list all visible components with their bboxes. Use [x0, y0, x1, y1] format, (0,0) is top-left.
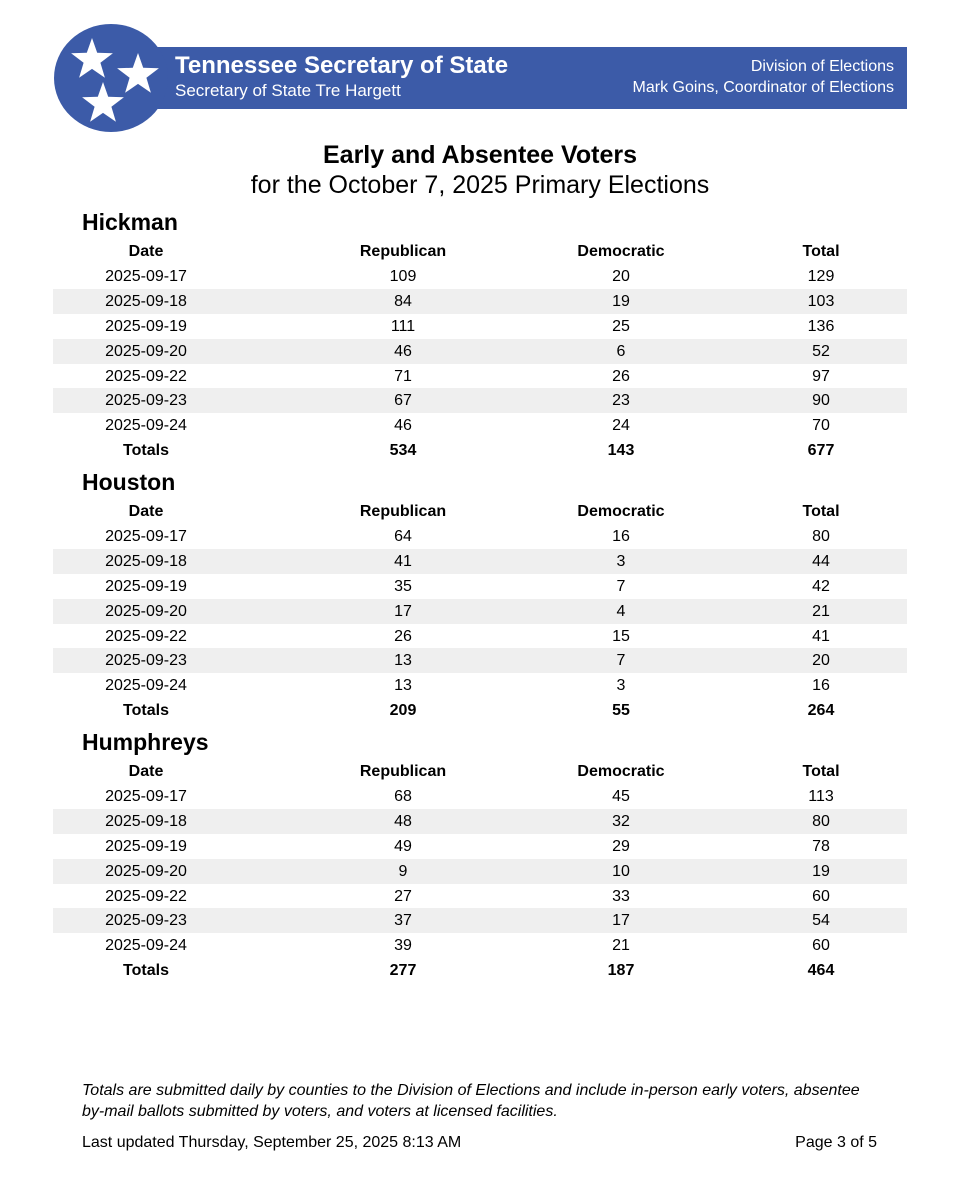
- table-democratic-cell: 26: [612, 367, 630, 385]
- county-name: Hickman: [82, 209, 178, 235]
- table-republican-cell: 71: [394, 367, 412, 385]
- table-republican-cell: 84: [394, 292, 412, 310]
- table-republican-cell: 37: [394, 912, 412, 930]
- table-row: [53, 834, 907, 859]
- table-total-cell: 16: [812, 677, 830, 695]
- table-total-cell: 19: [812, 862, 830, 880]
- totals-row: [53, 438, 907, 463]
- table-date-cell: 2025-09-19: [105, 577, 187, 595]
- table-row: [53, 413, 907, 438]
- report-title-sub: for the October 7, 2025 Primary Elections: [250, 171, 710, 199]
- table-date-cell: 2025-09-23: [105, 652, 187, 670]
- report-title: [0, 140, 960, 200]
- table-row: [53, 264, 907, 289]
- header-democratic-cell: Democratic: [577, 503, 665, 520]
- header-row: [53, 239, 907, 264]
- table-democratic-cell: 10: [612, 862, 630, 880]
- page-header: [0, 0, 960, 140]
- header-democratic-cell: Democratic: [577, 243, 665, 260]
- table-total-cell: 70: [812, 417, 830, 435]
- table-democratic-cell: 24: [612, 417, 630, 435]
- table-date-cell: 2025-09-22: [105, 367, 187, 385]
- totals-row: [53, 958, 907, 983]
- table-date-cell: 2025-09-17: [105, 267, 187, 285]
- table-total-cell: 44: [812, 552, 830, 570]
- totals-total-cell: 264: [807, 702, 835, 720]
- header-date-cell: Date: [128, 243, 164, 260]
- table-date-cell: 2025-09-20: [105, 602, 187, 620]
- table-total-cell: 52: [812, 342, 830, 360]
- table-date-cell: 2025-09-24: [105, 677, 187, 695]
- table-row: [53, 673, 907, 698]
- table-total-cell: 42: [812, 577, 830, 595]
- table-democratic-cell: 21: [612, 937, 630, 955]
- table-total-cell: 136: [807, 317, 835, 335]
- table-republican-cell: 35: [394, 577, 412, 595]
- header-row: [53, 759, 907, 784]
- table-democratic-cell: 16: [612, 527, 630, 545]
- table-total-cell: 21: [812, 602, 830, 620]
- table-republican-cell: 111: [390, 317, 416, 335]
- table-date-cell: 2025-09-17: [105, 787, 187, 805]
- table-total-cell: 103: [807, 292, 835, 310]
- table-row: [53, 859, 907, 884]
- table-democratic-cell: 29: [612, 837, 630, 855]
- table-republican-cell: 27: [394, 887, 412, 905]
- table-total-cell: 80: [812, 812, 830, 830]
- table-date-cell: 2025-09-18: [105, 552, 187, 570]
- totals-republican-cell: 277: [389, 962, 417, 980]
- table-date-cell: 2025-09-22: [105, 887, 187, 905]
- report-title-main: Early and Absentee Voters: [322, 141, 637, 169]
- table-row: [53, 364, 907, 389]
- table-republican-cell: 26: [394, 627, 412, 645]
- table-total-cell: 97: [812, 367, 830, 385]
- table-row: [53, 884, 907, 909]
- table-row: [53, 784, 907, 809]
- table-row: [53, 314, 907, 339]
- table-democratic-cell: 15: [612, 627, 630, 645]
- totals-democratic-cell: 187: [607, 962, 635, 980]
- table-democratic-cell: 7: [616, 652, 626, 670]
- header-republican-cell: Republican: [359, 503, 447, 520]
- table-republican-cell: 48: [394, 812, 412, 830]
- table-democratic-cell: 19: [612, 292, 630, 310]
- table-republican-cell: 46: [394, 342, 412, 360]
- table-date-cell: 2025-09-24: [105, 417, 187, 435]
- table-republican-cell: 9: [398, 862, 408, 880]
- table-democratic-cell: 25: [612, 317, 630, 335]
- table-row: [53, 574, 907, 599]
- header-row: [53, 499, 907, 524]
- table-total-cell: 78: [812, 837, 830, 855]
- table-date-cell: 2025-09-20: [105, 342, 187, 360]
- table-date-cell: 2025-09-19: [105, 837, 187, 855]
- totals-date-cell: Totals: [123, 962, 169, 980]
- header-date-cell: Date: [128, 763, 164, 780]
- table-democratic-cell: 6: [616, 342, 626, 360]
- table-total-cell: 60: [812, 937, 830, 955]
- table-total-cell: 60: [812, 887, 830, 905]
- tri-star-icon: [54, 24, 168, 132]
- totals-democratic-cell: 55: [612, 702, 630, 720]
- table-date-cell: 2025-09-17: [105, 527, 187, 545]
- table-row: [53, 289, 907, 314]
- header-republican-cell: Republican: [359, 763, 447, 780]
- header-banner: [112, 47, 907, 109]
- secretary-name: Secretary of State Tre Hargett: [175, 81, 401, 100]
- table-row: [53, 524, 907, 549]
- table-total-cell: 54: [812, 912, 830, 930]
- totals-total-cell: 464: [807, 962, 835, 980]
- coordinator-name: Mark Goins, Coordinator of Elections: [632, 79, 894, 96]
- table-democratic-cell: 20: [612, 267, 630, 285]
- header-total-cell: Total: [802, 763, 840, 780]
- table-republican-cell: 17: [394, 602, 412, 620]
- totals-date-cell: Totals: [123, 442, 169, 460]
- table-row: [53, 933, 907, 958]
- table-total-cell: 113: [808, 787, 834, 805]
- table-republican-cell: 67: [394, 392, 412, 410]
- table-date-cell: 2025-09-20: [105, 862, 187, 880]
- table-democratic-cell: 3: [616, 677, 626, 695]
- totals-democratic-cell: 143: [607, 442, 635, 460]
- table-democratic-cell: 17: [612, 912, 630, 930]
- table-date-cell: 2025-09-18: [105, 812, 187, 830]
- last-updated: Last updated Thursday, September 25, 2025 8:13 AM: [82, 1134, 462, 1151]
- table-date-cell: 2025-09-22: [105, 627, 187, 645]
- table-democratic-cell: 4: [616, 602, 626, 620]
- table-row: [53, 809, 907, 834]
- table-democratic-cell: 32: [612, 812, 630, 830]
- table-republican-cell: 49: [394, 837, 412, 855]
- table-democratic-cell: 45: [612, 787, 630, 805]
- table-republican-cell: 64: [394, 527, 412, 545]
- table-republican-cell: 68: [394, 787, 412, 805]
- table-row: [53, 388, 907, 413]
- table-total-cell: 129: [807, 267, 835, 285]
- table-total-cell: 90: [812, 392, 830, 410]
- table-date-cell: 2025-09-19: [105, 317, 187, 335]
- page-number: Page 3 of 5: [795, 1134, 877, 1151]
- header-date-cell: Date: [128, 503, 164, 520]
- division-name: Division of Elections: [750, 58, 894, 75]
- header-republican-cell: Republican: [359, 243, 447, 260]
- header-total-cell: Total: [802, 503, 840, 520]
- table-democratic-cell: 7: [616, 577, 626, 595]
- header-democratic-cell: Democratic: [577, 763, 665, 780]
- county-name: Humphreys: [82, 729, 209, 755]
- footnote: Totals are submitted daily by counties to the Division of Elections and include in-person early voters, absentee by-mail ballots submitted by voters, and voters at licensed facilities.: [82, 1082, 860, 1120]
- table-row: [53, 339, 907, 364]
- table-row: [53, 624, 907, 649]
- table-total-cell: 20: [812, 652, 830, 670]
- table-date-cell: 2025-09-23: [105, 392, 187, 410]
- table-republican-cell: 46: [394, 417, 412, 435]
- table-republican-cell: 109: [389, 267, 417, 285]
- table-total-cell: 80: [812, 527, 830, 545]
- table-republican-cell: 41: [394, 552, 412, 570]
- table-republican-cell: 13: [394, 677, 412, 695]
- totals-row: [53, 698, 907, 723]
- totals-republican-cell: 534: [389, 442, 417, 460]
- table-row: [53, 599, 907, 624]
- totals-date-cell: Totals: [123, 702, 169, 720]
- org-name: Tennessee Secretary of State: [175, 52, 509, 79]
- table-democratic-cell: 3: [616, 552, 626, 570]
- table-date-cell: 2025-09-24: [105, 937, 187, 955]
- header-total-cell: Total: [802, 243, 840, 260]
- totals-republican-cell: 209: [389, 702, 417, 720]
- table-total-cell: 41: [812, 627, 830, 645]
- table-democratic-cell: 33: [612, 887, 630, 905]
- table-republican-cell: 39: [394, 937, 412, 955]
- table-republican-cell: 13: [394, 652, 412, 670]
- table-row: [53, 648, 907, 673]
- table-row: [53, 549, 907, 574]
- county-name: Houston: [82, 469, 176, 495]
- totals-total-cell: 677: [807, 442, 835, 460]
- table-democratic-cell: 23: [612, 392, 630, 410]
- table-date-cell: 2025-09-23: [105, 912, 187, 930]
- table-row: [53, 908, 907, 933]
- table-date-cell: 2025-09-18: [105, 292, 187, 310]
